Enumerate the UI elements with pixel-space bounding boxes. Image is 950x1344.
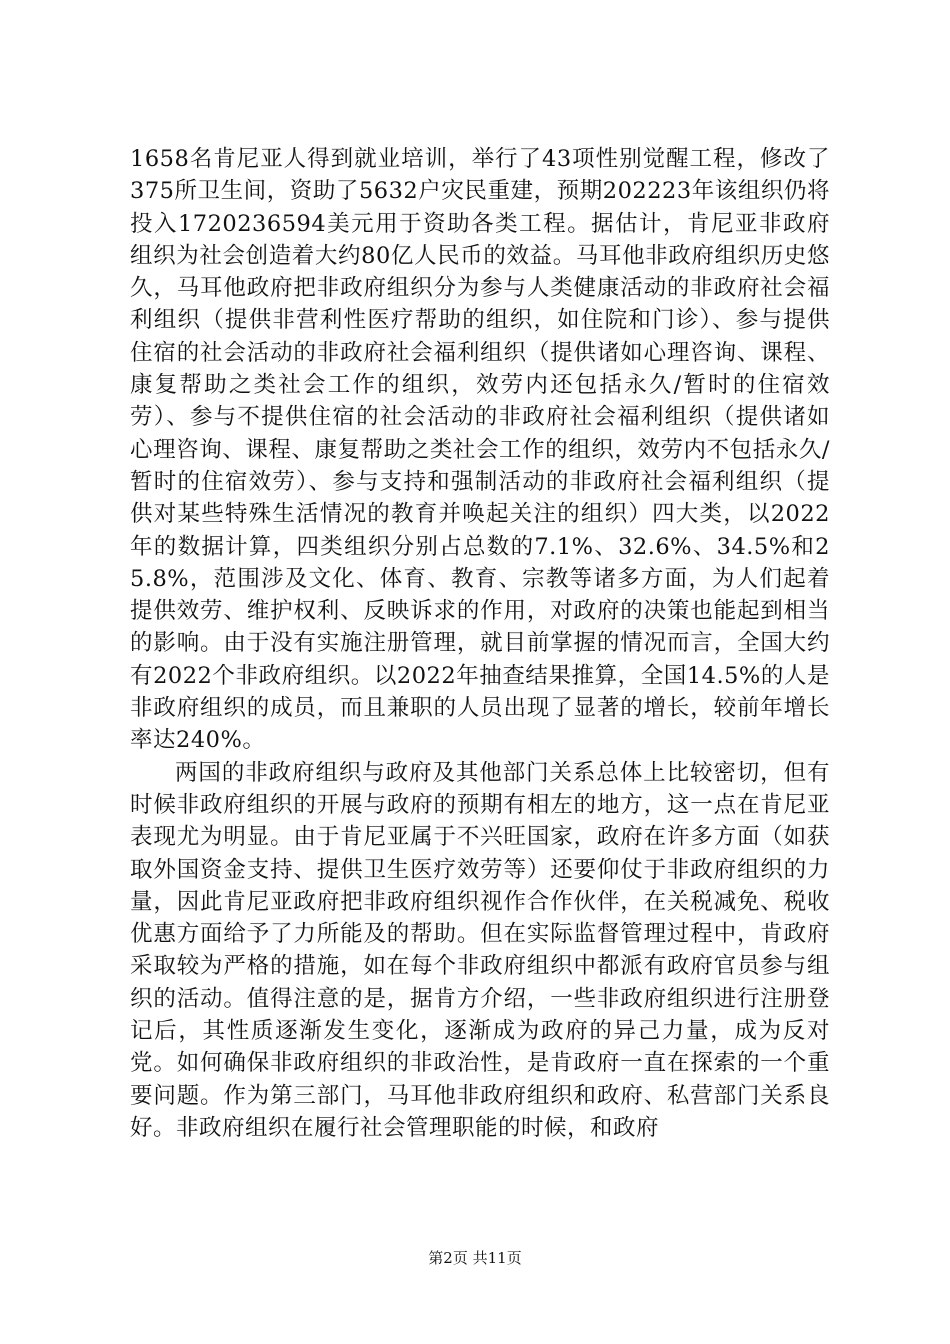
page-number-footer: 第2页 共11页	[428, 1249, 522, 1267]
body-paragraph: 两国的非政府组织与政府及其他部门关系总体上比较密切，但有时候非政府组织的开展与政府的预期有相左的地方，这一点在肯尼亚表现尤为明显。由于肯尼亚属于不兴旺国家，政府在许多方面（如获取外国资金支持、提供卫生医疗效劳等）还要仰仗于非政府组织的力量，因此肯尼亚政府把非政府组织视作合作伙伴，在关税减免、税收优惠方面给予了力所能及的帮助。但在实际监督管理过程中，肯政府采取较为严格的措施，如在每个非政府组织中都派有政府官员参与组织的活动。值得注意的是，据肯方介绍，一些非政府组织进行注册登记后，其性质逐渐发生变化，逐渐成为政府的异己力量，成为反对党。如何确保非政府组织的非政治性，是肯政府一直在探索的一个重要问题。作为第三部门，马耳他非政府组织和政府、私营部门关系良好。非政府组织在履行社会管理职能的时候，和政府	[130, 759, 830, 1141]
body-paragraph: 1658名肯尼亚人得到就业培训，举行了43项性别觉醒工程，修改了375所卫生间，资助了5632户灾民重建，预期202223年该组织仍将投入1720236594美元用于资助各类工程。据估计，肯尼亚非政府组织为社会创造着大约80亿人民币的效益。马耳他非政府组织历史悠久，马耳他政府把非政府组织分为参与人类健康活动的非政府社会福利组织（提供非营利性医疗帮助的组织，如住院和门诊）、参与提供住宿的社会活动的非政府社会福利组织（提供诸如心理咨询、课程、康复帮助之类社会工作的组织，效劳内还包括永久/暂时的住宿效劳）、参与不提供住宿的社会活动的非政府社会福利组织（提供诸如心理咨询、课程、康复帮助之类社会工作的组织，效劳内不包括永久/暂时的住宿效劳）、参与支持和强制活动的非政府社会福利组织（提供对某些特殊生活情况的教育并唤起关注的组织）四大类，以2022年的数据计算，四类组织分别占总数的7.1%、32.6%、34.5%和25.8%，范围涉及文化、体育、教育、宗教等诸多方面，为人们起着提供效劳、维护权利、反映诉求的作用，对政府的决策也能起到相当的影响。由于没有实施注册管理，就目前掌握的情况而言，全国大约有2022个非政府组织。以2022年抽查结果推算，全国14.5%的人是非政府组织的成员，而且兼职的人员出现了显著的增长，较前年增长率达240%。	[130, 146, 830, 754]
document-body	[130, 143, 830, 1144]
